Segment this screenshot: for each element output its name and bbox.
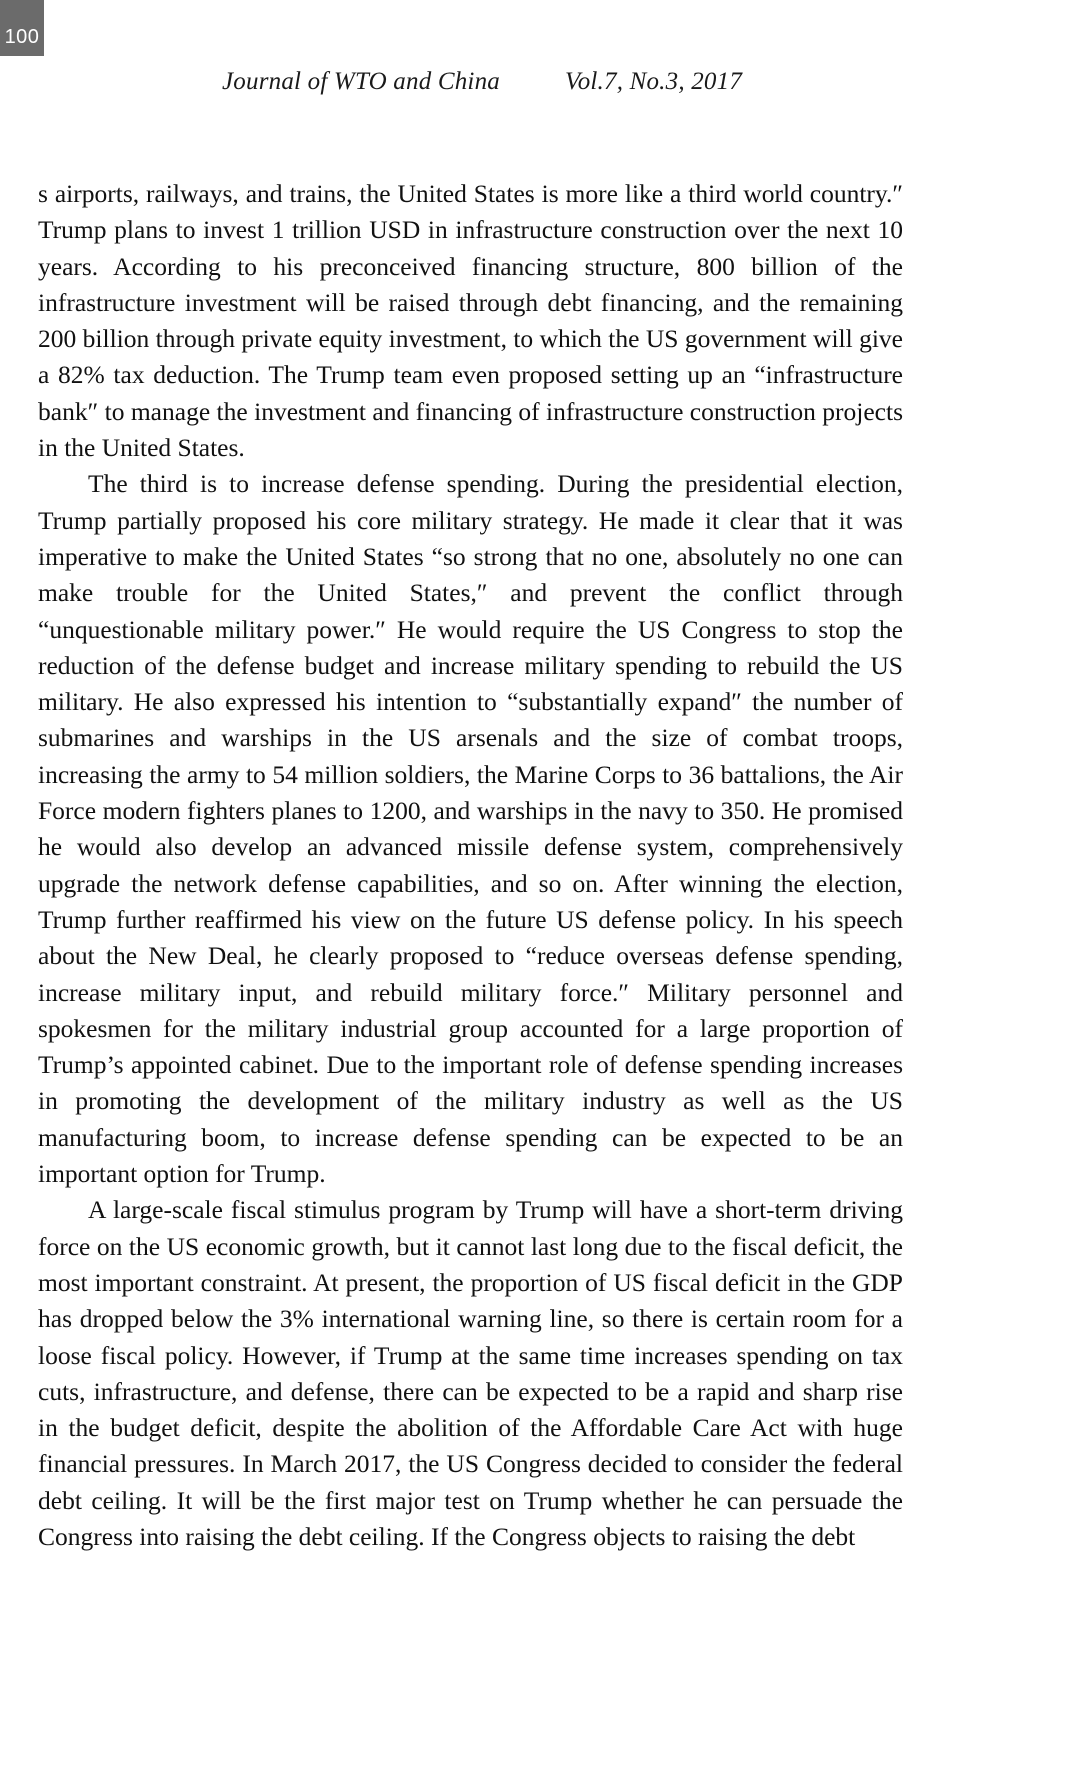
paragraph-defense-spending: The third is to increase defense spending. During the presidential election, Trump partially proposed his core military strategy. He made it clear that it was imperative to make the United States “so strong that no one, absolutely no one can make trouble for the United States,″ and prevent the conflict through “unquestionable military power.″ He would require the US Congress to stop the reduction of the defense budget and increase military spending to rebuild the US military. He also expressed his intention to “substantially expand″ the number of submarines and warships in the US arsenals and the size of combat troops, increasing the army to 54 million soldiers, the Marine Corps to 36 battalions, the Air Force modern fighters planes to 1200, and warships in the navy to 350. He promised he would also develop an advanced missile defense system, comprehensively upgrade the network defense capabilities, and so on. After winning the election, Trump further reaffirmed his view on the future US defense policy. In his speech about the New Deal, he clearly proposed to “reduce overseas defense spending, increase military input, and rebuild military force.″ Military personnel and spokesmen for the military industrial group accounted for a large proportion of Trump’s appointed cabinet. Due to the important role of defense spending increases in promoting the development of the military industry as well as the US manufacturing boom, to increase defense spending can be expected to be an important option for Trump. xyxy=(38,469,903,1189)
paragraph-continuation: s airports, railways, and trains, the United States is more like a third world country.″ Trump plans to invest 1 trillion USD in infrastructure construction over the next 10 years. According to his preconceived financing structure, 800 billion of the infrastructure investment will be raised through debt financing, and the remaining 200 billion through private equity investment, to which the US government will give a 82% tax deduction. The Trump team even proposed setting up an “infrastructure bank″ to manage the investment and financing of infrastructure construction projects in the United States. xyxy=(38,179,903,463)
issue-info: Vol.7, No.3, 2017 xyxy=(565,68,743,95)
body-text xyxy=(38,176,903,1555)
paragraph-fiscal-stimulus: A large-scale fiscal stimulus program by Trump will have a short-term driving force on the US economic growth, but it cannot last long due to the fiscal deficit, the most important constraint. At present, the proportion of US fiscal deficit in the GDP has dropped below the 3% international warning line, so there is certain room for a loose fiscal policy. However, if Trump at the same time increases spending on tax cuts, infrastructure, and defense, there can be expected to be a rapid and sharp rise in the budget deficit, despite the abolition of the Affordable Care Act with huge financial pressures. In March 2017, the US Congress decided to consider the federal debt ceiling. It will be the first major test on Trump whether he can persuade the Congress into raising the debt ceiling. If the Congress objects to raising the debt xyxy=(38,1195,903,1551)
journal-title: Journal of WTO and China xyxy=(222,68,500,95)
page-number: 100 xyxy=(0,0,44,56)
running-head xyxy=(0,62,1080,102)
